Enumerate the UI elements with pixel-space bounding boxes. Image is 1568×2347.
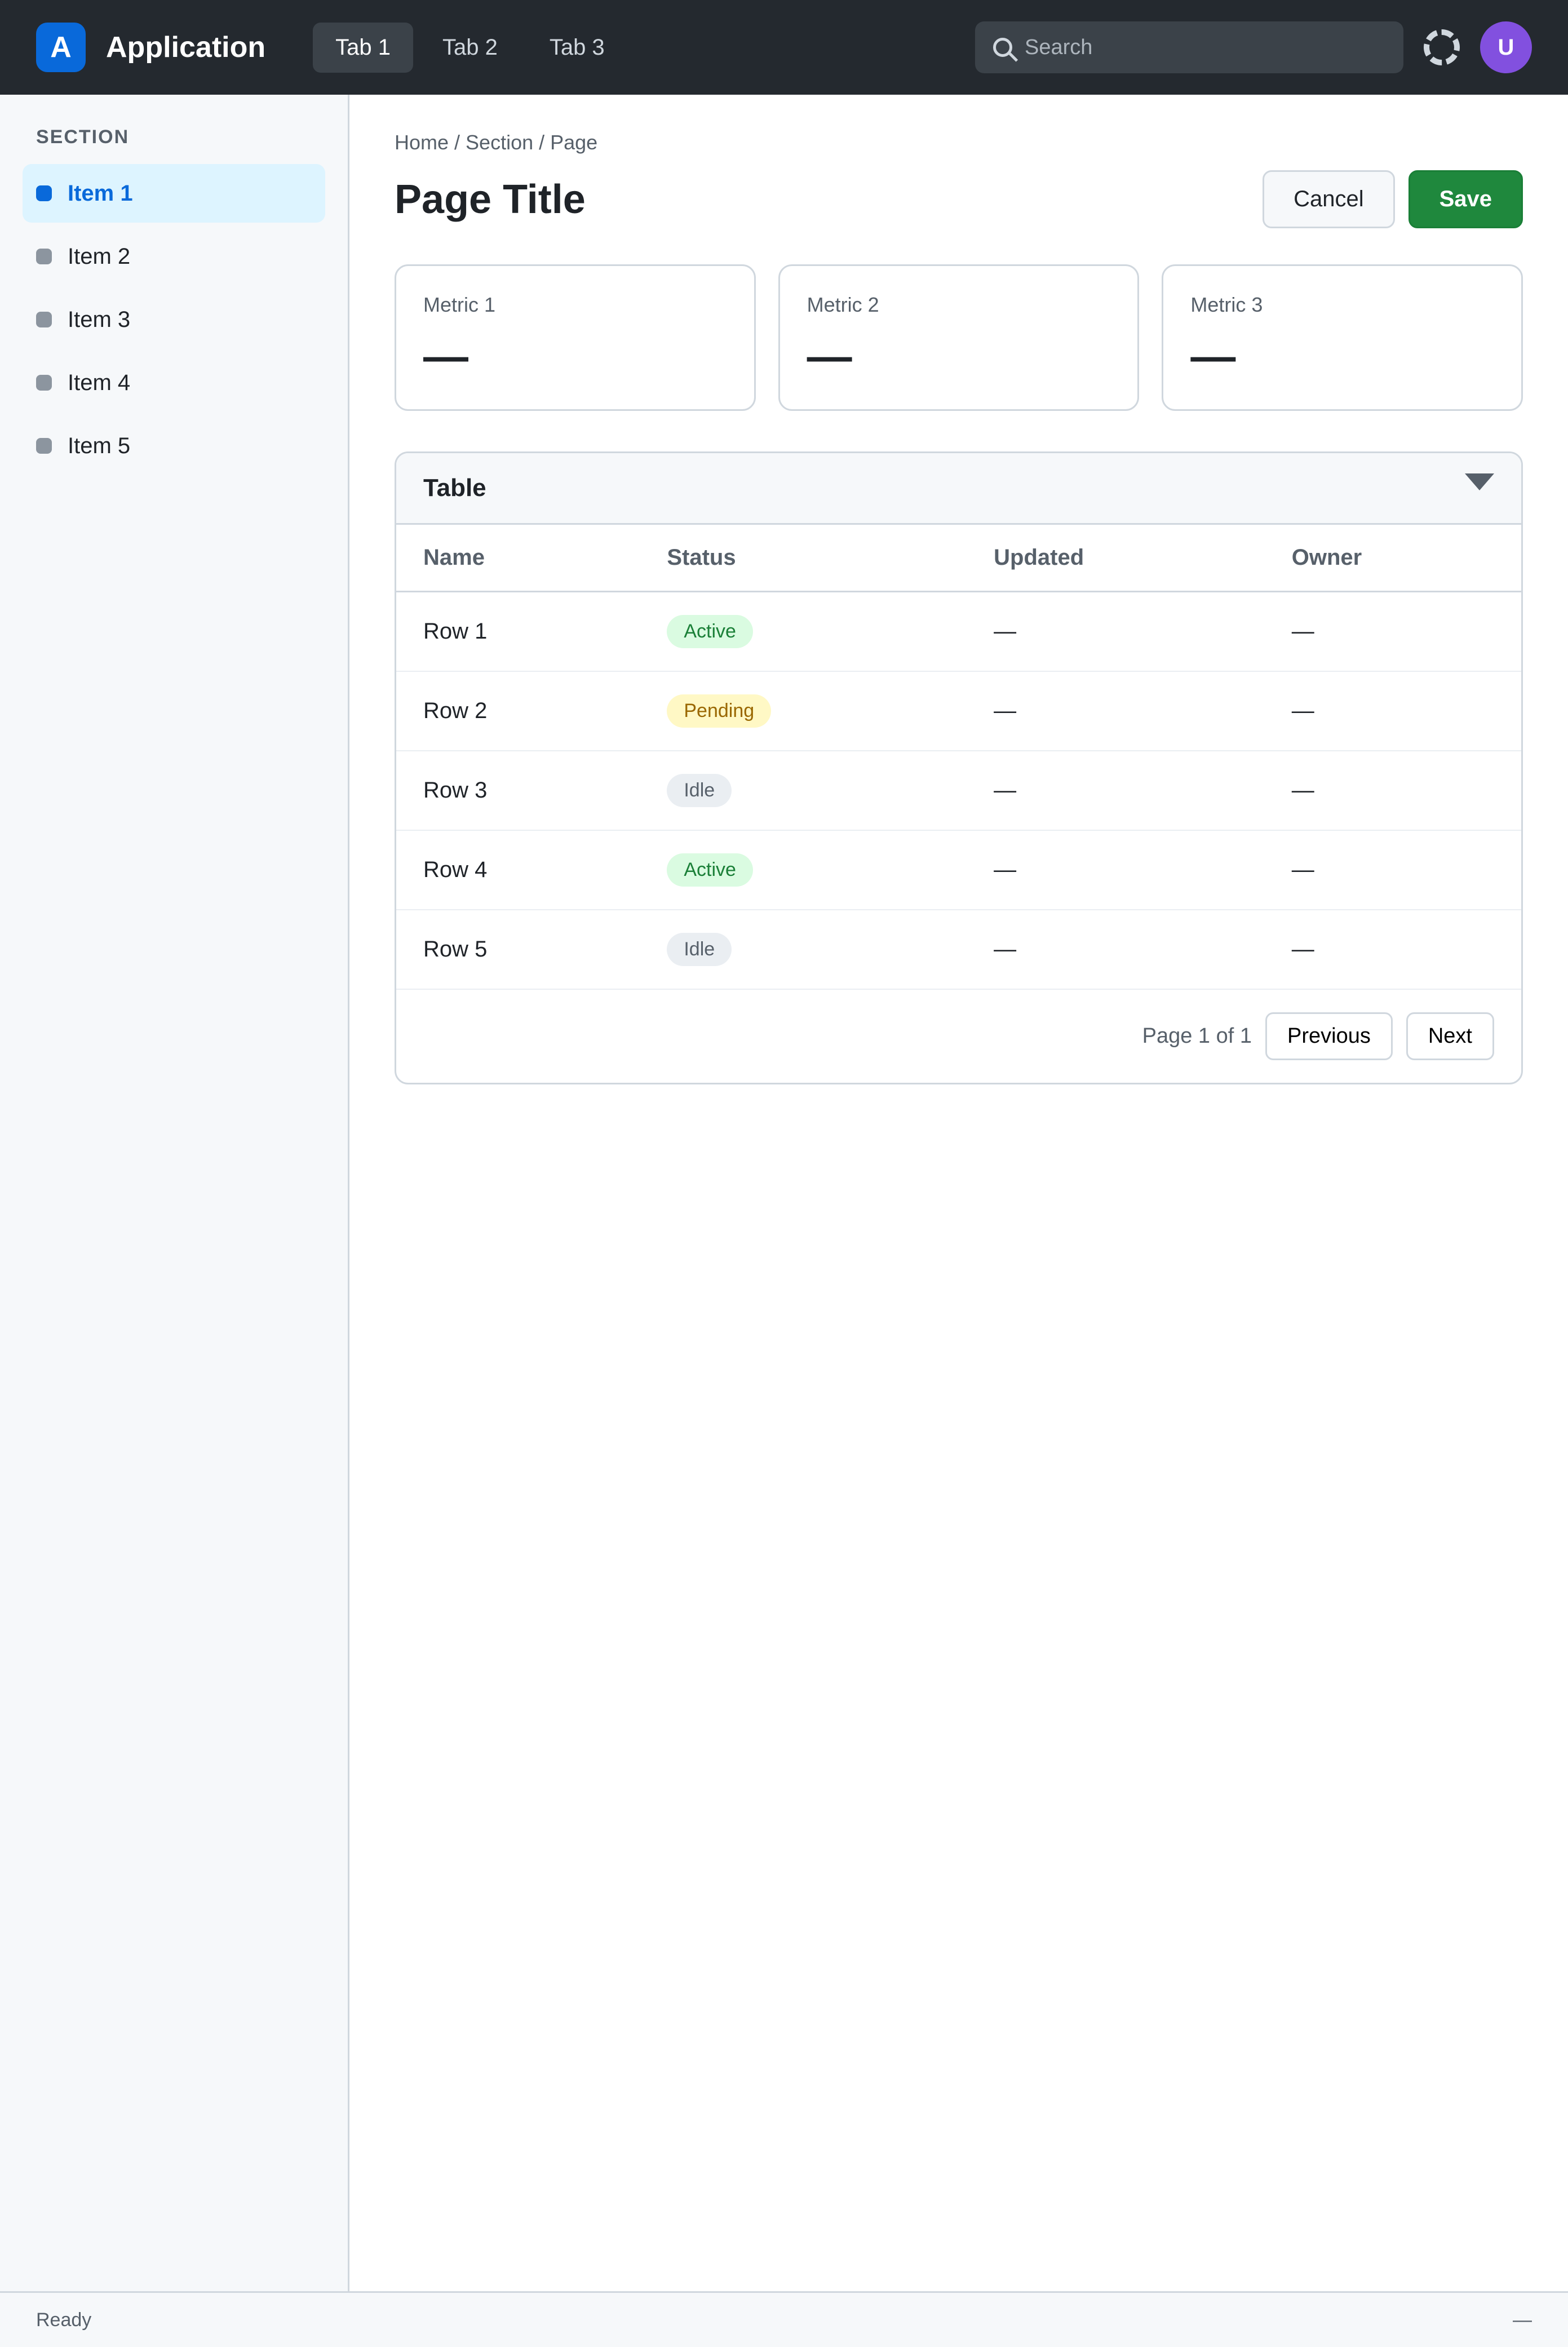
cancel-button[interactable]: Cancel	[1263, 170, 1395, 228]
column-header[interactable]: Status	[640, 525, 967, 592]
table-cell: —	[967, 592, 1265, 672]
main-panel	[349, 95, 1568, 2291]
tab-1[interactable]: Tab 1	[313, 23, 413, 73]
sidebar-item-2[interactable]	[23, 227, 325, 286]
tab-3[interactable]: Tab 3	[549, 34, 605, 60]
table-cell: —	[1265, 830, 1521, 910]
table-cell	[640, 751, 967, 830]
header-actions	[1263, 170, 1523, 228]
card-value: —	[423, 331, 468, 381]
sidebar-item-icon	[36, 438, 52, 454]
summary-card	[778, 264, 1140, 411]
page-info: Page 1 of 1	[1142, 1024, 1252, 1048]
table-cell: —	[1265, 910, 1521, 989]
sidebar-item-icon	[36, 249, 52, 264]
table-cell	[640, 910, 967, 989]
sidebar-item-label: Item 2	[68, 243, 131, 269]
status-badge: Active	[667, 853, 753, 887]
sidebar-item-5[interactable]	[23, 417, 325, 475]
app-title: Application	[106, 31, 266, 64]
gear-icon[interactable]	[1424, 29, 1460, 65]
column-header[interactable]: Owner	[1265, 525, 1521, 592]
pagination	[396, 990, 1521, 1083]
table-cell: —	[967, 910, 1265, 989]
table-toolbar	[396, 453, 1521, 525]
table-cell	[640, 592, 967, 672]
table-title: Table	[423, 474, 486, 502]
table-cell: Row 2	[396, 671, 640, 751]
breadcrumb[interactable]: Home / Section / Page	[395, 131, 598, 154]
sidebar-item-icon	[36, 185, 52, 201]
table-cell: —	[967, 751, 1265, 830]
search-box	[975, 21, 1403, 73]
sidebar	[0, 95, 349, 2291]
page-header	[395, 170, 1523, 228]
avatar[interactable]: U	[1480, 21, 1532, 73]
summary-cards	[395, 264, 1523, 411]
sidebar-item-label: Item 1	[68, 180, 133, 206]
tab-bar	[313, 23, 627, 73]
tab-2[interactable]: Tab 2	[442, 34, 498, 60]
page-title: Page Title	[395, 176, 586, 222]
table-cell: —	[1265, 592, 1521, 672]
card-value: —	[807, 331, 852, 381]
search-icon	[993, 38, 1012, 57]
table-row[interactable]	[396, 751, 1521, 830]
top-right-controls	[975, 21, 1532, 73]
sidebar-heading: SECTION	[36, 126, 130, 148]
table-row[interactable]	[396, 830, 1521, 910]
search-input[interactable]	[1024, 35, 1385, 60]
sidebar-item-icon	[36, 312, 52, 327]
column-header[interactable]: Updated	[967, 525, 1265, 592]
table	[396, 525, 1521, 990]
filter-icon[interactable]	[1465, 473, 1494, 503]
table-cell: Row 3	[396, 751, 640, 830]
save-button[interactable]: Save	[1408, 170, 1523, 228]
table-cell: —	[967, 671, 1265, 751]
sidebar-item-label: Item 5	[68, 433, 131, 458]
table-cell: —	[1265, 671, 1521, 751]
card-value: —	[1190, 331, 1236, 381]
sidebar-item-4[interactable]	[23, 353, 325, 412]
table-cell: —	[967, 830, 1265, 910]
table-cell: Row 5	[396, 910, 640, 989]
sidebar-item-1[interactable]	[23, 164, 325, 223]
data-table	[395, 451, 1523, 1084]
status-detail: —	[1513, 2309, 1532, 2331]
status-text: Ready	[36, 2309, 92, 2331]
status-badge: Idle	[667, 774, 732, 807]
sidebar-item-icon	[36, 375, 52, 391]
top-bar	[0, 0, 1568, 95]
table-cell: Row 4	[396, 830, 640, 910]
sidebar-item-label: Item 4	[68, 370, 131, 395]
summary-card	[1162, 264, 1523, 411]
status-badge: Idle	[667, 933, 732, 966]
sidebar-item-label: Item 3	[68, 307, 131, 332]
summary-card	[395, 264, 756, 411]
table-cell	[640, 830, 967, 910]
content-area	[0, 95, 1568, 2291]
column-header[interactable]: Name	[396, 525, 640, 592]
next-page-button[interactable]: Next	[1406, 1012, 1494, 1060]
previous-page-button[interactable]: Previous	[1265, 1012, 1393, 1060]
card-label: Metric 1	[423, 293, 496, 316]
table-row[interactable]	[396, 671, 1521, 751]
table-header-row	[396, 525, 1521, 592]
table-cell	[640, 671, 967, 751]
card-label: Metric 3	[1190, 293, 1263, 316]
table-row[interactable]	[396, 592, 1521, 672]
status-bar	[0, 2291, 1568, 2347]
table-cell: Row 1	[396, 592, 640, 672]
app-logo: A	[36, 23, 86, 72]
sidebar-item-3[interactable]	[23, 290, 325, 349]
table-cell: —	[1265, 751, 1521, 830]
table-row[interactable]	[396, 910, 1521, 989]
status-badge: Active	[667, 615, 753, 648]
card-label: Metric 2	[807, 293, 879, 316]
status-badge: Pending	[667, 694, 771, 728]
